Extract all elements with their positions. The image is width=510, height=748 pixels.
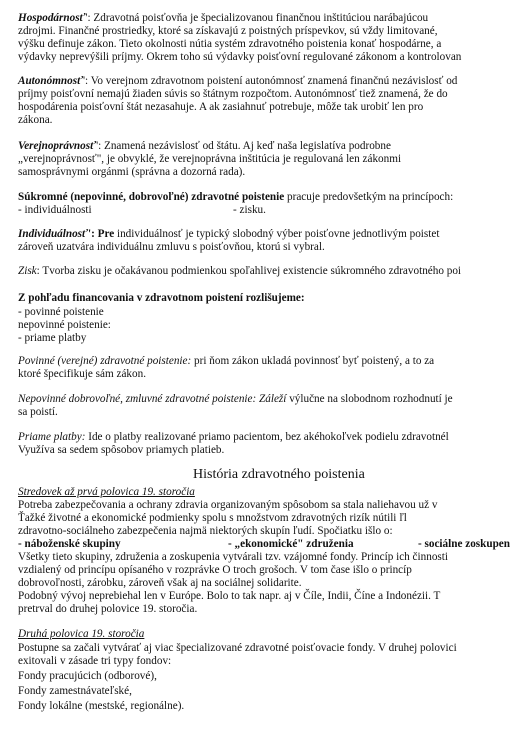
priame-line-1: Priame platby: Ide o platby realizované priamo pacientom, bez akéhokoľvek podielu zdravotnél [18,431,449,443]
financovanie-item-priame: - priame platby [18,332,87,344]
term-nepovinne: Nepovinné dobrovoľné, zmluvné zdravotné poistenie: [18,393,257,405]
historia-p2-line-4: Podobný vývoj neprebiehal len v Európe. Bolo to tak napr. aj v Číle, Indii, Číne a Indonézii. T [18,590,441,602]
individualnost-line-2: zároveň uzatvára individuálnu zmluvu s poisťovňou, ktorú si vybral. [18,241,325,253]
autonomnost-line-3: hospodárenia poisťovní štát nezasahuje. A ak zasiahnuť potrebuje, môže tak urobiť len pro [18,101,424,113]
term-hospodarnost: Hospodárnosť [18,12,86,24]
financovanie-item-nepovinne: nepovinné poistenie: [18,319,111,331]
sukromne-item-individualnost: - individuálnosti [18,204,92,216]
financovanie-title: Z pohľadu financovania v zdravotnom poistení rozlišujeme: [18,292,305,304]
historia-fund-1: Fondy pracujúcich (odborové), [18,670,157,682]
term-priame: Priame platby: [18,431,86,443]
term-zisk: Zisk [18,265,37,277]
priame-line-2: Využíva sa sedem spôsobov priamych platieb. [18,444,225,456]
hospodarnost-line-3: výšku definuje zákon. Tieto okolnosti nútia systém zdravotného poistenia konať hospodárne, a [18,38,442,50]
sukromne-item-zisk: - zisku. [233,204,266,216]
historia-p3-line-1: Postupne sa začali vytvárať aj viac špecializované zdravotné poisťovacie fondy. V druhej polovici [18,642,457,654]
historia-p1-line-1: Potreba zabezpečovania a ochrany zdravia organizovaným spôsobom sa stala naliehavou už v [18,499,438,511]
nepovinne-line-1: Nepovinné dobrovoľné, zmluvné zdravotné poistenie: Záleží výlučne na slobodnom rozhodnutí je [18,393,453,405]
historia-p1-line-2: Ťažké životné a ekonomické podmienky spolu s množstvom zdravotných rizík nútili ľl [18,512,407,524]
zisk-line: Zisk: Tvorba zisku je očakávanou podmienkou spoľahlivej existencie súkromného zdravotného poi [18,265,462,277]
historia-p2-line-1: Všetky tieto skupiny, združenia a zoskupenia vytvárali tzv. vzájomné fondy. Princíp ich činnosti [18,551,448,563]
nepovinne-line-2: sa poistí. [18,406,58,418]
historia-p2-line-5: pretrval do druhej polovice 19. storočia. [18,603,198,615]
term-autonomnost: Autonómnosť [18,75,84,87]
verejnopravnost-line-3: samosprávnymi orgánmi (správna a dozorná rada). [18,166,246,178]
historia-groups [18,538,510,551]
group-ekonomicke: - „ekonomické" združenia [228,538,354,550]
hospodarnost-line-2: zdrojmi. Finančné prostriedky, ktoré sa získavajú z poistných príspevkov, sú vždy limitované, [18,25,438,37]
historia-fund-3: Fondy lokálne (mestské, regionálne). [18,700,185,712]
historia-fund-2: Fondy zamestnávateľské, [18,685,132,697]
sukromne-items [18,204,488,217]
group-socialne: - sociálne zoskupen [418,538,510,550]
historia-period-2: Druhá polovica 19. storočia [18,628,145,640]
povinne-line-1: Povinné (verejné) zdravotné poistenie: pri ňom zákon ukladá povinnosť byť poistený, a to za [18,355,435,367]
group-nabozenske: - náboženské skupiny [18,538,121,550]
autonomnost-line-1: Autonómnosť': Vo verejnom zdravotnom poistení autonómnosť znamená finančnú nezávislosť od [18,75,458,87]
historia-p1-line-3: zdravotno-sociálneho zabezpečenia najmä niektorých skupín ľudí. Spočiatku išlo o: [18,525,393,537]
autonomnost-line-4: zákona. [18,114,53,126]
historia-p3-line-2: exitovali v zásade tri typy fondov: [18,655,172,667]
historia-period-1: Stredovek až prvá polovica 19. storočia [18,486,195,498]
term-verejnopravnost: Verejnoprávnosť [18,140,97,152]
historia-p2-line-2: vzdialený od princípu opísaného v rozprávke O troch grošoch. V tom čase išlo o princíp [18,564,412,576]
hospodarnost-line-1: Hospodárnosť': Zdravotná poisťovňa je špecializovanou finančnou inštitúciou narábajúcou [18,12,429,24]
povinne-line-2: ktoré špecifikuje sám zákon. [18,368,146,380]
financovanie-item-povinne: - povinné poistenie [18,306,104,318]
historia-heading: História zdravotného poistenia [193,467,365,482]
hospodarnost-line-4: výdavky neprevýšili príjmy. Okrem toho sú výdavky poisťovní regulované zákonom a kontrolovan [18,51,462,63]
verejnopravnost-line-2: „verejnoprávnosť", je obvyklé, že verejnoprávna inštitúcia je regulovaná len zákonmi [18,153,402,165]
autonomnost-line-2: príjmy poisťovní nemajú žiaden súvis so štátnym rozpočtom. Autonómnosť tiež znamená, že do [18,88,448,100]
sukromne-title: Súkromné (nepovinné, dobrovoľné) zdravotné poistenie pracuje predovšetkým na princípoch: [18,191,454,203]
individualnost-line-1: Individuálnosť': Pre individuálnosť je typický slobodný výber poisťovne jednotlivým poistet [18,228,440,240]
verejnopravnost-line-1: Verejnoprávnosť': Znamená nezávislosť od štátu. Aj keď naša legislatíva podrobne [18,140,391,152]
term-individualnost: Individuálnosť [18,228,88,240]
term-povinne: Povinné (verejné) zdravotné poistenie: [18,355,192,367]
historia-p2-line-3: dobrovoľnosti, zárobku, zároveň však aj na sociálnej solidarite. [18,577,302,589]
